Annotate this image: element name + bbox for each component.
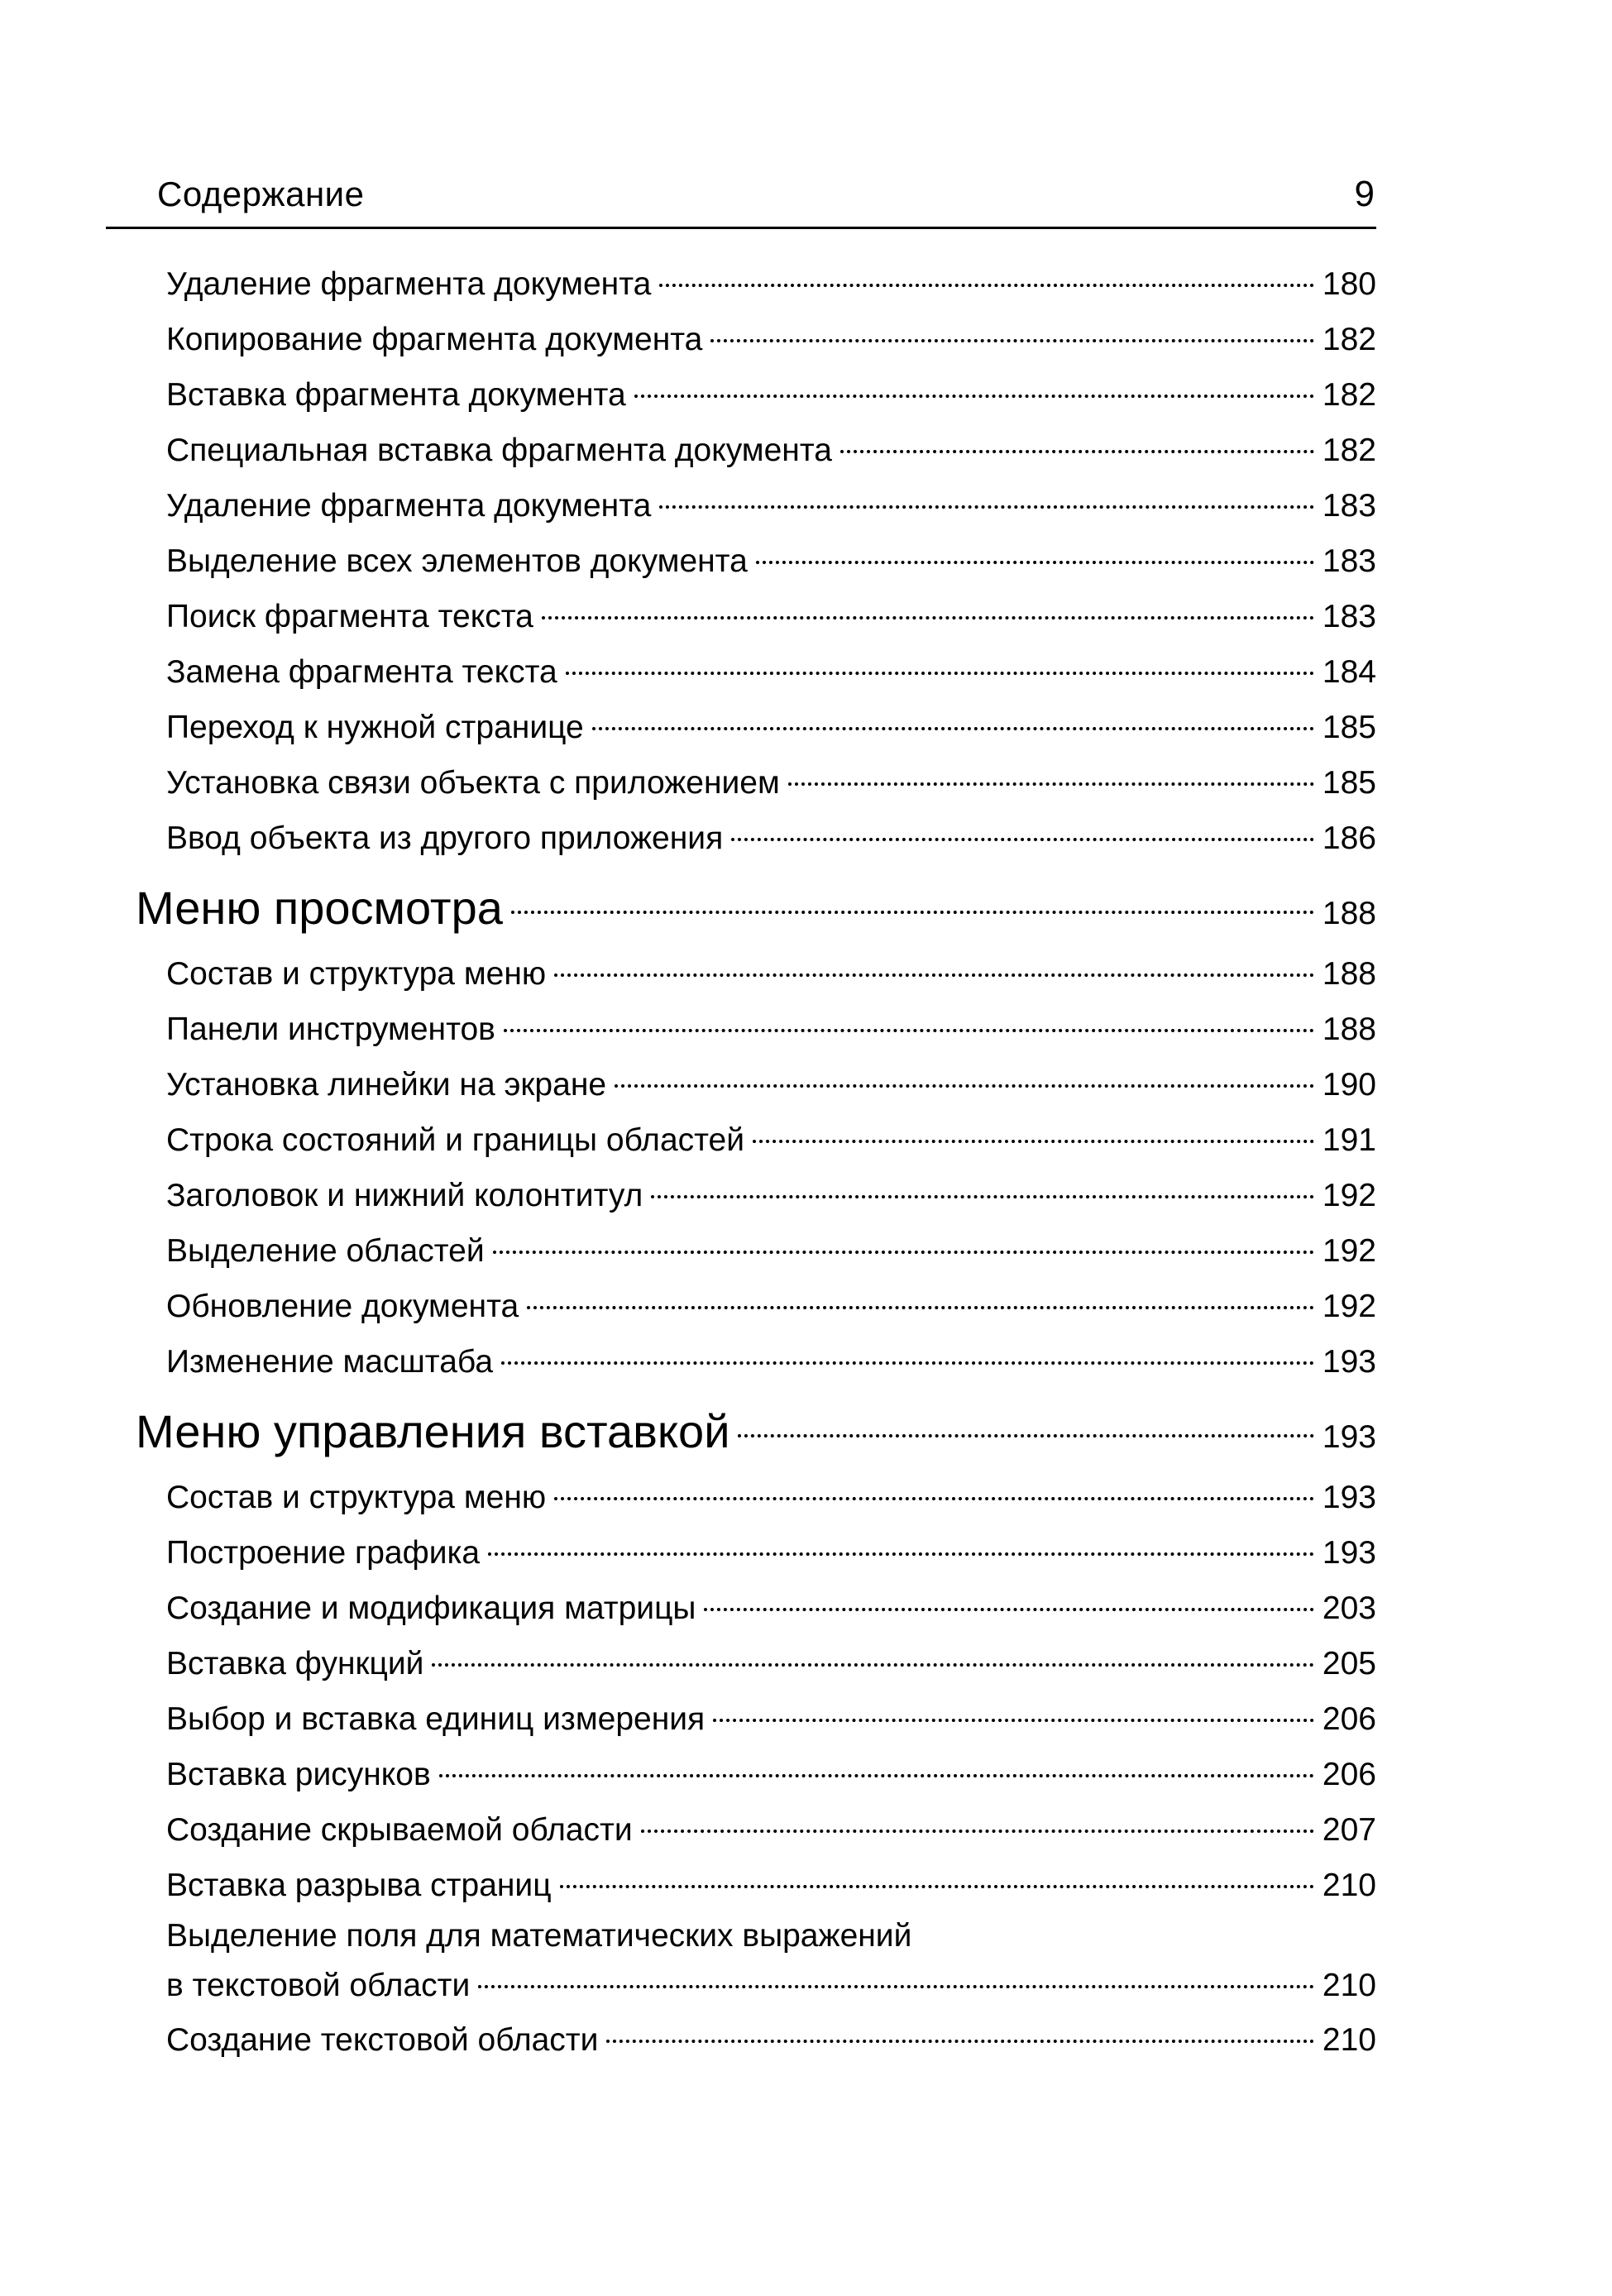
toc-entry xyxy=(136,256,1376,312)
toc-entry-page: 180 xyxy=(1322,266,1376,302)
toc-leader-dots xyxy=(542,616,1314,619)
toc-entry-page: 182 xyxy=(1322,377,1376,413)
toc-leader-dots xyxy=(840,450,1314,453)
toc-leader-dots xyxy=(478,1985,1314,1988)
toc-leader-dots xyxy=(554,973,1314,977)
running-header xyxy=(106,164,1376,229)
toc-entry xyxy=(136,478,1376,533)
toc-entry xyxy=(136,811,1376,866)
table-of-contents xyxy=(136,256,1376,2068)
toc-entry-title: Построение графика xyxy=(166,1535,481,1571)
toc-entry-page: 206 xyxy=(1322,1701,1376,1737)
toc-entry xyxy=(136,1334,1376,1390)
toc-entry-page: 183 xyxy=(1322,599,1376,634)
toc-entry-page: 185 xyxy=(1322,710,1376,745)
toc-entry-page: 183 xyxy=(1322,488,1376,524)
toc-entry-title: Строка состояний и границы областей xyxy=(166,1122,745,1158)
toc-entry-page: 192 xyxy=(1322,1178,1376,1213)
toc-entry-page: 190 xyxy=(1322,1067,1376,1103)
toc-entry-page: 192 xyxy=(1322,1289,1376,1324)
toc-entry xyxy=(136,644,1376,700)
toc-entry-title: Переход к нужной странице xyxy=(166,710,584,745)
toc-entry-title: Специальная вставка фрагмента документа xyxy=(166,433,832,468)
toc-leader-dots xyxy=(501,1361,1314,1365)
toc-entry-page: 193 xyxy=(1322,1535,1376,1571)
toc-entry-title: Удаление фрагмента документа xyxy=(166,488,652,524)
toc-leader-dots xyxy=(493,1251,1314,1254)
toc-entry-page: 182 xyxy=(1322,433,1376,468)
toc-entry-page: 188 xyxy=(1322,1012,1376,1047)
toc-leader-dots xyxy=(704,1608,1313,1611)
toc-leader-dots xyxy=(504,1029,1314,1032)
toc-section-page: 188 xyxy=(1322,896,1376,931)
toc-leader-dots xyxy=(615,1084,1314,1088)
toc-entry xyxy=(136,1112,1376,1168)
toc-entry xyxy=(136,1470,1376,1525)
toc-entry-title: Изменение масштаба xyxy=(166,1344,494,1380)
toc-leader-dots xyxy=(756,561,1314,564)
toc-entry-title-line2: в текстовой области xyxy=(166,1968,471,2003)
toc-entry-title: Создание скрываемой области xyxy=(166,1812,633,1848)
toc-entry-title: Вставка разрыва страниц xyxy=(166,1868,552,1903)
toc-entry-title: Вставка рисунков xyxy=(166,1757,431,1792)
toc-entry-title: Установка линейки на экране xyxy=(166,1067,607,1103)
toc-entry-line2 xyxy=(166,1959,1376,2012)
toc-entry-page: 191 xyxy=(1322,1122,1376,1158)
toc-leader-dots xyxy=(566,672,1314,675)
toc-entry-title: Поиск фрагмента текста xyxy=(166,599,533,634)
toc-entry-page: 210 xyxy=(1322,2022,1376,2058)
toc-entry xyxy=(136,1002,1376,1057)
toc-leader-dots xyxy=(592,727,1314,730)
toc-entry xyxy=(136,1581,1376,1636)
running-header-title: Содержание xyxy=(157,175,365,213)
toc-entry-page: 185 xyxy=(1322,765,1376,801)
toc-entry xyxy=(136,367,1376,423)
toc-entry-title: Установка связи объекта с приложением xyxy=(166,765,780,801)
toc-leader-dots xyxy=(731,838,1314,841)
toc-leader-dots xyxy=(659,505,1314,509)
toc-entry xyxy=(136,1279,1376,1334)
toc-entry-page: 183 xyxy=(1322,543,1376,579)
toc-leader-dots xyxy=(554,1497,1314,1500)
toc-entry-page: 188 xyxy=(1322,956,1376,992)
toc-entry-title: Ввод объекта из другого приложения xyxy=(166,820,724,856)
toc-entry xyxy=(136,1525,1376,1581)
toc-entry-page: 210 xyxy=(1322,1968,1376,2003)
toc-leader-dots xyxy=(659,284,1314,287)
toc-entry-page: 186 xyxy=(1322,820,1376,856)
toc-entry-page: 182 xyxy=(1322,322,1376,357)
toc-entry-page: 192 xyxy=(1322,1233,1376,1269)
toc-leader-dots xyxy=(606,2040,1313,2043)
toc-entry xyxy=(136,589,1376,644)
toc-entry-page: 207 xyxy=(1322,1812,1376,1848)
toc-leader-dots xyxy=(527,1306,1314,1309)
toc-entry-title: Вставка фрагмента документа xyxy=(166,377,626,413)
toc-entry-page: 210 xyxy=(1322,1868,1376,1903)
toc-entry xyxy=(136,423,1376,478)
toc-leader-dots xyxy=(788,782,1314,786)
toc-entry-title: Выбор и вставка единиц измерения xyxy=(166,1701,706,1737)
toc-leader-dots xyxy=(641,1830,1314,1833)
toc-section-title: Меню управления вставкой xyxy=(136,1405,730,1457)
toc-entry xyxy=(136,2012,1376,2068)
toc-entry-title: Выделение областей xyxy=(166,1233,485,1269)
toc-leader-dots xyxy=(432,1663,1313,1667)
toc-entry xyxy=(136,1858,1376,1913)
toc-entry xyxy=(136,1168,1376,1223)
toc-entry xyxy=(136,1057,1376,1112)
toc-entry-title: Обновление документа xyxy=(166,1289,519,1324)
toc-entry-title: Выделение всех элементов документа xyxy=(166,543,748,579)
toc-entry xyxy=(136,533,1376,589)
toc-leader-dots xyxy=(753,1140,1314,1143)
toc-entry-title: Состав и структура меню xyxy=(166,956,547,992)
toc-leader-dots xyxy=(651,1195,1314,1198)
toc-entry xyxy=(136,946,1376,1002)
toc-entry-page: 206 xyxy=(1322,1757,1376,1792)
toc-entry xyxy=(136,755,1376,811)
toc-entry-page: 193 xyxy=(1322,1480,1376,1515)
toc-entry-title: Создание и модификация матрицы xyxy=(166,1590,696,1626)
toc-section-insert-menu xyxy=(136,1393,1376,1470)
toc-entry-title: Панели инструментов xyxy=(166,1012,495,1047)
toc-entry-title-line1: Выделение поля для математических выражений xyxy=(166,1918,912,1954)
running-header-page-number: 9 xyxy=(1354,174,1375,214)
toc-entry-multiline xyxy=(136,1913,1376,2012)
toc-entry xyxy=(136,1747,1376,1802)
toc-entry-title: Состав и структура меню xyxy=(166,1480,547,1515)
toc-leader-dots xyxy=(439,1774,1314,1777)
toc-entry-title: Заголовок и нижний колонтитул xyxy=(166,1178,643,1213)
toc-entry-page: 203 xyxy=(1322,1590,1376,1626)
toc-entry xyxy=(136,312,1376,367)
toc-entry-title: Создание текстовой области xyxy=(166,2022,599,2058)
toc-entry-page: 205 xyxy=(1322,1646,1376,1681)
toc-entry-page: 193 xyxy=(1322,1344,1376,1380)
toc-section-view-menu xyxy=(136,869,1376,946)
toc-leader-dots xyxy=(511,911,1314,914)
toc-leader-dots xyxy=(738,1434,1313,1437)
toc-entry xyxy=(136,1691,1376,1747)
toc-leader-dots xyxy=(560,1885,1314,1888)
toc-entry-page: 184 xyxy=(1322,654,1376,690)
toc-entry-title: Удаление фрагмента документа xyxy=(166,266,652,302)
toc-entry xyxy=(136,1636,1376,1691)
toc-leader-dots xyxy=(713,1719,1314,1722)
toc-entry xyxy=(136,1802,1376,1858)
toc-entry-title: Копирование фрагмента документа xyxy=(166,322,703,357)
toc-leader-dots xyxy=(488,1552,1314,1556)
toc-entry-title: Замена фрагмента текста xyxy=(166,654,557,690)
toc-entry-title: Вставка функций xyxy=(166,1646,424,1681)
toc-section-page: 193 xyxy=(1322,1419,1376,1455)
toc-entry xyxy=(136,1223,1376,1279)
toc-section-title: Меню просмотра xyxy=(136,882,503,934)
toc-leader-dots xyxy=(634,395,1314,398)
toc-entry xyxy=(136,700,1376,755)
toc-leader-dots xyxy=(710,339,1314,342)
